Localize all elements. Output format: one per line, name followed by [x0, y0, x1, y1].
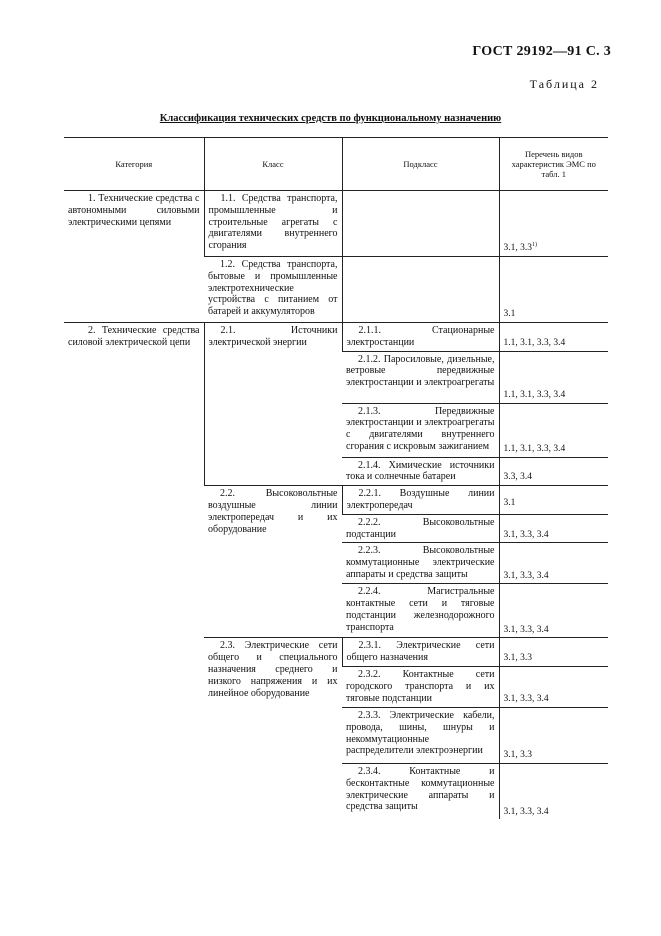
emc-list-cell: 3.1, 3.3, 3.4	[499, 763, 608, 819]
emc-list-value: 3.1, 3.3	[503, 243, 532, 254]
emc-list-cell: 3.1	[499, 257, 608, 323]
column-header-class: Класс	[204, 138, 342, 191]
table-header-row	[64, 138, 608, 191]
emc-list-cell: 3.3, 3.4	[499, 457, 608, 486]
emc-list-cell: 3.1, 3.3, 3.4	[499, 543, 608, 584]
subclass-cell: 2.3.1. Электрические сети общего назначения	[342, 638, 499, 667]
subclass-cell: 2.1.2. Паросиловые, дизельные, ветровые передвижные электростанции и электроагрегаты	[342, 351, 499, 403]
table-row	[64, 323, 608, 352]
column-header-category: Категория	[64, 138, 204, 191]
column-header-emc-list: Перечень видов характеристик ЭМС по табл. 1	[499, 138, 608, 191]
category-cell: 1. Технические средства с автономными силовыми электрическими цепями	[68, 193, 200, 228]
subclass-cell: 2.3.4. Контактные и бесконтактные коммутационные электрические аппараты и средства защиты	[342, 763, 499, 819]
class-cell: 1.1. Средства транспорта, промышленные и строительные агрегаты с двигателями внутреннего сгорания	[204, 191, 342, 257]
class-cell: 2.1. Источники электрической энергии	[204, 323, 342, 486]
emc-list-cell: 1.1, 3.1, 3.3, 3.4	[499, 323, 608, 352]
emc-list-cell	[499, 191, 608, 257]
subclass-cell	[342, 191, 499, 257]
emc-list-cell: 3.1, 3.3, 3.4	[499, 514, 608, 543]
emc-list-cell: 3.1, 3.3	[499, 638, 608, 667]
subclass-cell: 2.3.3. Электрические кабели, провода, шины, шнуры и некоммутационные распределители электроэнергии	[342, 707, 499, 763]
emc-list-cell: 3.1	[499, 486, 608, 515]
emc-list-cell: 3.1, 3.3	[499, 707, 608, 763]
document-header: ГОСТ 29192—91 С. 3	[472, 44, 611, 59]
emc-list-cell: 3.1, 3.3, 3.4	[499, 666, 608, 707]
table-number: Таблица 2	[529, 77, 599, 91]
subclass-cell: 2.2.2. Высоковольтные подстанции	[342, 514, 499, 543]
category-cell: 2. Технические средства силовой электрической цепи	[64, 323, 204, 820]
class-cell: 1.2. Средства транспорта, бытовые и промышленные электротехнические устройства с питанием от батарей и аккумуляторов	[204, 257, 342, 323]
table-row	[64, 191, 608, 257]
subclass-cell: 2.2.3. Высоковольтные коммутационные электрические аппараты и средства защиты	[342, 543, 499, 584]
subclass-cell: 2.2.4. Магистральные контактные сети и тяговые подстанции железнодорожного транспорта	[342, 584, 499, 638]
subclass-cell: 2.1.1. Стационарные электростанции	[342, 323, 499, 352]
column-header-subclass: Подкласс	[342, 138, 499, 191]
emc-list-cell: 3.1, 3.3, 3.4	[499, 584, 608, 638]
subclass-cell	[342, 257, 499, 323]
subclass-cell: 2.1.4. Химические источники тока и солнечные батареи	[342, 457, 499, 486]
class-cell: 2.2. Высоковольтные воздушные линии электропередач и их оборудование	[204, 486, 342, 638]
subclass-cell: 2.2.1. Воздушные линии электропередач	[342, 486, 499, 515]
emc-list-cell: 1.1, 3.1, 3.3, 3.4	[499, 403, 608, 457]
footnote-marker: 1)	[532, 242, 537, 249]
emc-list-cell: 1.1, 3.1, 3.3, 3.4	[499, 351, 608, 403]
subclass-cell: 2.3.2. Контактные сети городского транспорта и их тяговые подстанции	[342, 666, 499, 707]
classification-table	[64, 137, 608, 819]
class-cell: 2.3. Электрические сети общего и специального назначения среднего и низкого напряжения и их линейное оборудование	[204, 638, 342, 820]
table-caption: Классификация технических средств по функциональному назначению	[159, 113, 502, 124]
subclass-cell: 2.1.3. Передвижные электростанции и электроагрегаты с двигателями внутреннего сгорания с искровым зажиганием	[342, 403, 499, 457]
